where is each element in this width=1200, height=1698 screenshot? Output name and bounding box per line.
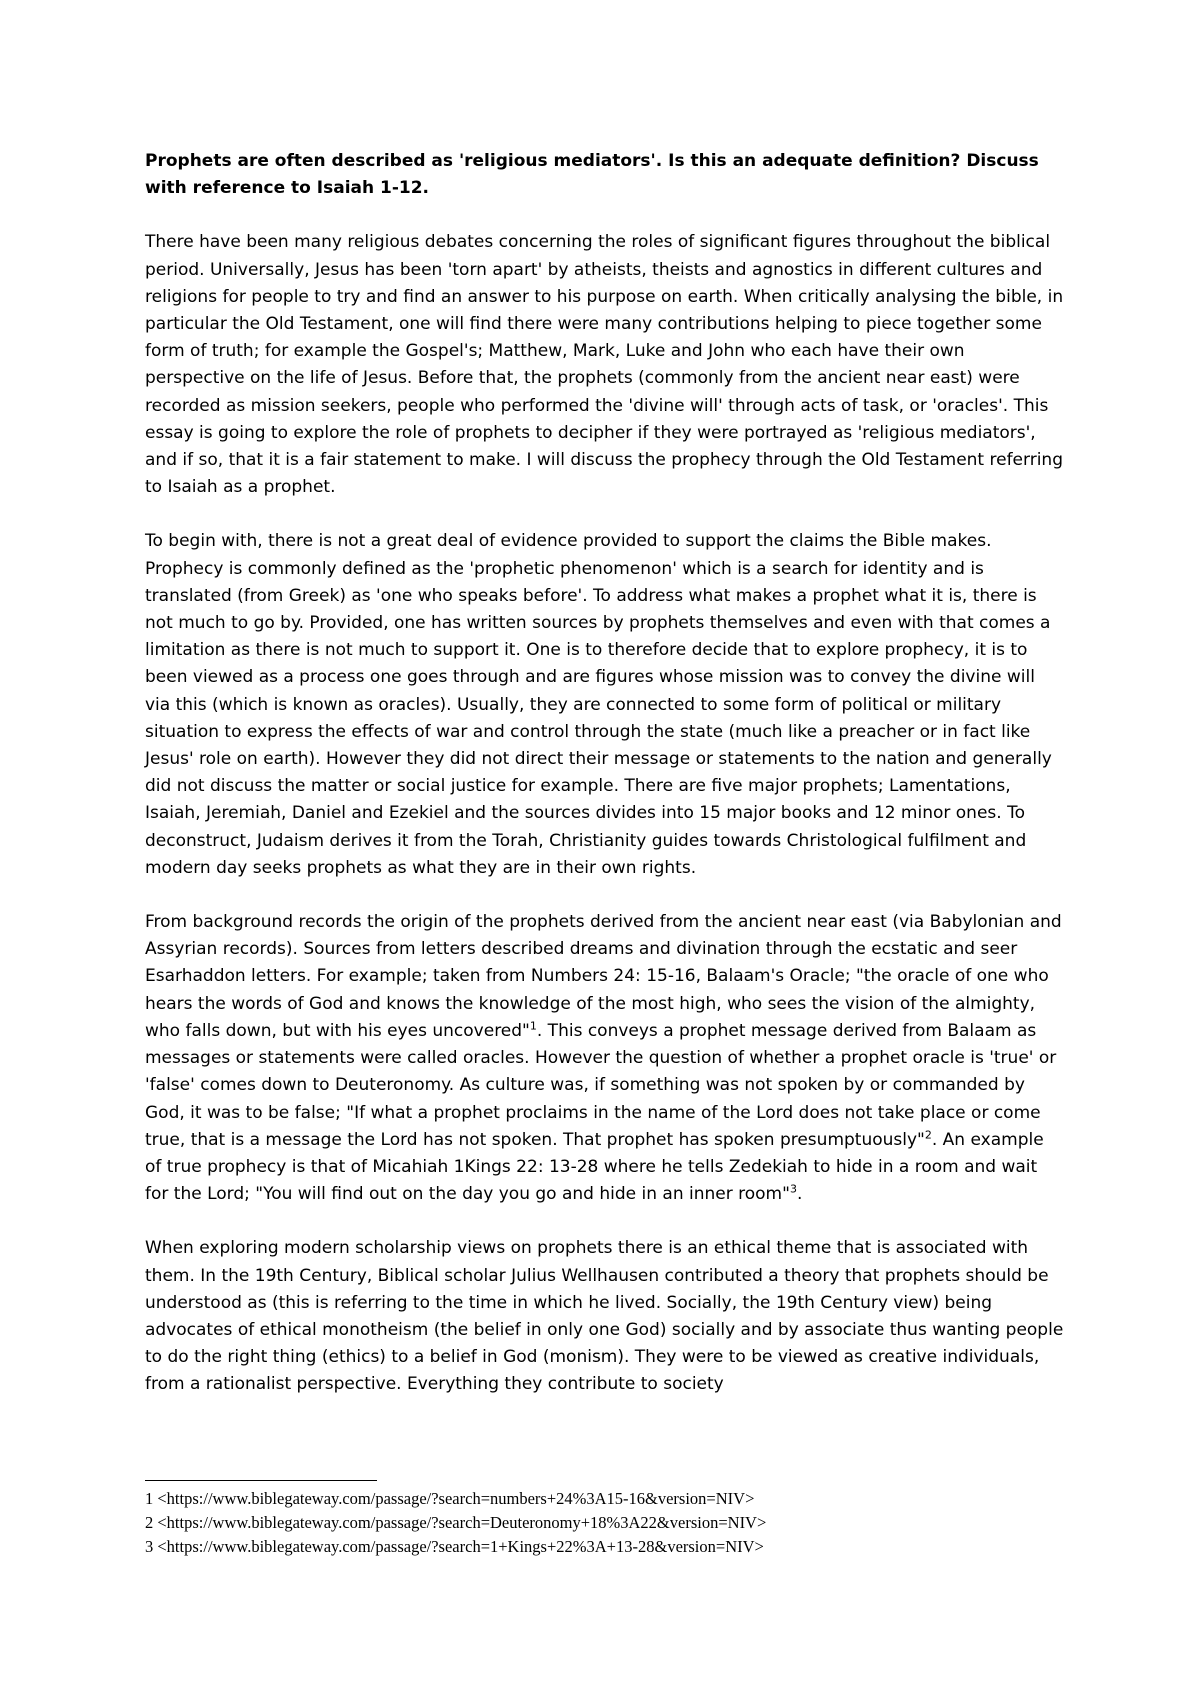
document-body	[145, 148, 1065, 1426]
essay-title: Prophets are often described as 'religious mediators'. Is this an adequate definition? Discuss with reference to Isaiah 1-12.	[145, 151, 1039, 199]
footnote-separator	[145, 1480, 377, 1481]
paragraph-prophecy-definition: To begin with, there is not a great deal of evidence provided to support the claims the Bible makes. Prophecy is commonly defined as the 'prophetic phenomenon' which is a search for identity and is translated (from Greek) as 'one who speaks before'. To address what makes a prophet what it is, there is not much to go by. Provided, one has written sources by prophets themselves and even with that comes a limitation as there is not much to support it. One is to therefore decide that to explore prophecy, it is to been viewed as a process one goes through and are figures whose mission was to convey the divine will via this (which is known as oracles). Usually, they are connected to some form of political or military situation to express the effects of war and control through the state (much like a preacher or in fact like Jesus' role on earth). However they did not direct their message or statements to the nation and generally did not discuss the matter or social justice for example. There are five major prophets; Lamentations, Isaiah, Jeremiah, Daniel and Ezekiel and the sources divides into 15 major books and 12 minor ones. To deconstruct, Judaism derives it from the Torah, Christianity guides towards Christological fulfilment and modern day seeks prophets as what they are in their own rights.	[145, 531, 1052, 878]
footnote-2: 2 <https://www.biblegateway.com/passage/?search=Deuteronomy+18%3A22&version=NIV>	[145, 1513, 767, 1532]
footnote-ref-1: 1	[529, 1019, 537, 1033]
paragraph-text: . An example of true prophecy is that of Micahiah 1Kings 22: 13-28 where he tells Zedekiah to hide in a room and wait for the Lord; "You will find out on the day you go and hide in an inner room"	[145, 1129, 1044, 1205]
paragraph-modern-scholarship: When exploring modern scholarship views on prophets there is an ethical theme that is associated with them. In the 19th Century, Biblical scholar Julius Wellhausen contributed a theory that prophets should be understood as (this is referring to the time in which he lived. Socially, the 19th Century view) being advocates of ethical monotheism (the belief in only one God) socially and by associate thus wanting people to do the right thing (ethics) to a belief in God (monism). They were to be viewed as creative individuals, from a rationalist perspective. Everything they contribute to society	[145, 1238, 1064, 1395]
footnote-ref-2: 2	[924, 1128, 932, 1142]
footnotes-section	[145, 1480, 1065, 1559]
paragraph-intro: There have been many religious debates concerning the roles of significant figures throughout the biblical period. Universally, Jesus has been 'torn apart' by atheists, theists and agnostics in different cultures and religions for people to try and find an answer to his purpose on earth. When critically analysing the bible, in particular the Old Testament, one will find there were many contributions helping to piece together some form of truth; for example the Gospel's; Matthew, Mark, Luke and John who each have their own perspective on the life of Jesus. Before that, the prophets (commonly from the ancient near east) were recorded as mission seekers, people who performed the 'divine will' through acts of task, or 'oracles'. This essay is going to explore the role of prophets to decipher if they were portrayed as 'religious mediators', and if so, that it is a fair statement to make. I will discuss the prophecy through the Old Testament referring to Isaiah as a prophet.	[145, 232, 1064, 498]
footnote-3: 3 <https://www.biblegateway.com/passage/?search=1+Kings+22%3A+13-28&version=NIV>	[145, 1537, 764, 1556]
paragraph-text: From background records the origin of the prophets derived from the ancient near east (via Babylonian and Assyrian records). Sources from letters described dreams and divination through the ecstatic and seer Esarhaddon letters. For example; taken from Numbers 24: 15-16, Balaam's Oracle; "the oracle of one who hears the words of God and knows the knowledge of the most high, who sees the vision of the almighty, who falls down, but with his eyes uncovered"	[145, 912, 1062, 1041]
paragraph-text: .	[796, 1184, 803, 1205]
footnote-1: 1 <https://www.biblegateway.com/passage/?search=numbers+24%3A15-16&version=NIV>	[145, 1489, 755, 1508]
paragraph-text: . This conveys a prophet message derived from Balaam as messages or statements were called oracles. However the question of whether a prophet oracle is 'true' or 'false' comes down to Deuteronomy. As culture was, if something was not spoken by or commanded by God, it was to be false; "If what a prophet proclaims in the name of the Lord does not take place or come true, that is a message the Lord has not spoken. That prophet has spoken presumptuously"	[145, 1020, 1057, 1150]
footnote-ref-3: 3	[789, 1182, 797, 1196]
paragraph-background-records	[145, 909, 1065, 1208]
